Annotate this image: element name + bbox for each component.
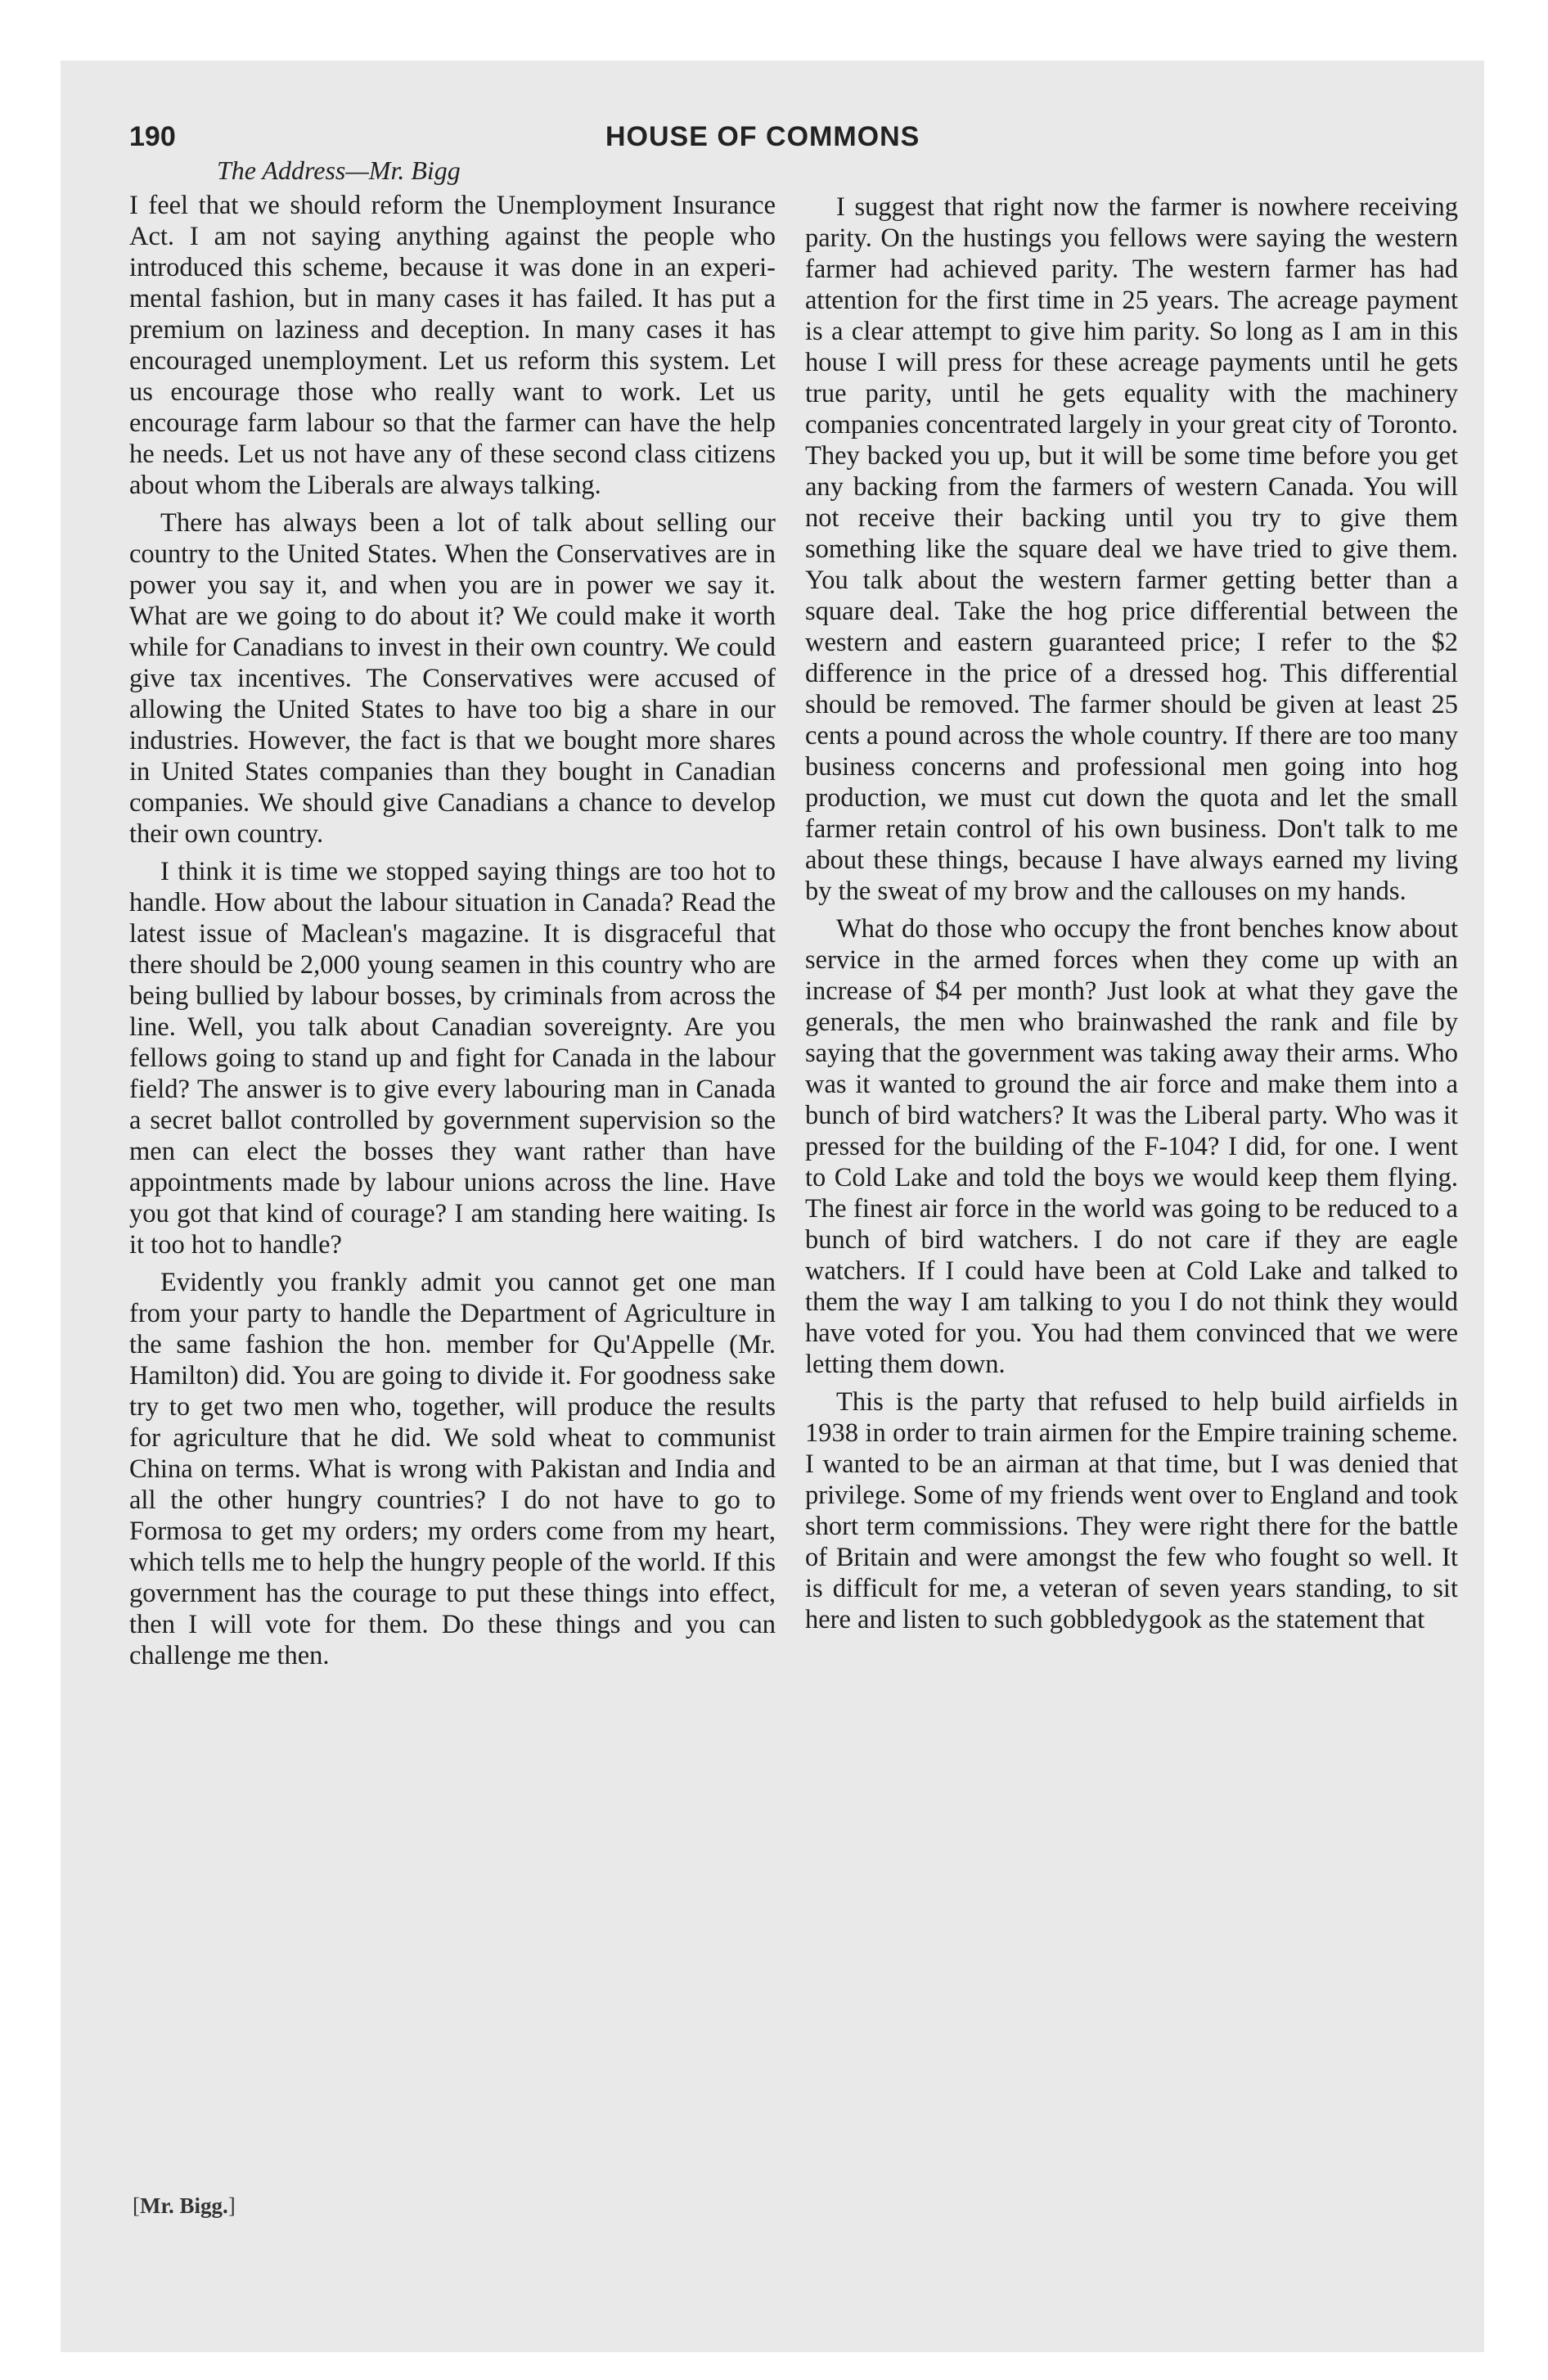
footer-close-bracket: ] xyxy=(227,2193,236,2218)
right-column xyxy=(805,192,1458,1642)
footer-speaker-name: Mr. Bigg. xyxy=(140,2193,228,2218)
paragraph: Evidently you frankly admit you cannot get one man from your party to handle the Department of Agriculture in the same fashion the hon. member for Qu'Appelle (Mr. Hamilton) did. You are going to divide it. For goodness sake try to get two men who, together, will produce the results for agriculture that he did. We sold wheat to communist China on terms. What is wrong with Pakistan and India and all the other hungry countries? I do not have to go to Formosa to get my orders; my orders come from my heart, which tells me to help the hungry people of the world. If this government has the courage to put these things into effect, then I will vote for them. Do these things and you can challenge me then. xyxy=(129,1268,776,1670)
paragraph: I feel that we should reform the Unemployment Insurance Act. I am not saying anything against the people who introduced this scheme, because it was done in an experimental fashion, but in many cases it has failed. It has put a premium on laziness and deception. In many cases it has encouraged unemployment. Let us reform this system. Let us encourage those who really want to work. Let us encourage farm labour so that the farmer can have the help he needs. Let us not have any of these second class citizens about whom the Liberals are always talking. xyxy=(129,191,776,500)
page-number: 190 xyxy=(129,121,176,152)
paragraph: I suggest that right now the farmer is nowhere receiving parity. On the hustings you fellows were saying the western farmer had achieved parity. The western farmer has had attention for the first time in 25 years. The acreage payment is a clear attempt to give him parity. So long as I am in this house I will press for these acreage payments until he gets true parity, until he gets equality with the machinery companies concentrated largely in your great city of Toronto. They backed you up, but it will be some time before you get any backing from the farmers of western Canada. You will not receive their backing until you try to give them something like the square deal we have tried to give them. You talk about the western farmer getting better than a square deal. Take the hog price differential between the western and eastern guaranteed price; I refer to the $2 difference in the price of a dressed hog. This differential should be removed. The farmer should be given at least 25 cents a pound across the whole country. If there are too many business concerns and professional men going into hog production, we must cut down the quota and let the small farmer retain control of his own business. Don't talk to me about these things, because I have always earned my living by the sweat of my brow and the callouses on my hands. xyxy=(805,192,1458,906)
paragraph: What do those who occupy the front benches know about service in the armed forces when they come up with an increase of $4 per month? Just look at what they gave the generals, the men who brainwashed the rank and file by saying that the government was taking away their arms. Who was it wanted to ground the air force and make them into a bunch of bird watchers? It was the Liberal party. Who was it pressed for the building of the F-104? I did, for one. I went to Cold Lake and told the boys we would keep them flying. The finest air force in the world was going to be reduced to a bunch of bird watchers. I do not care if they are eagle watchers. If I could have been at Cold Lake and talked to them the way I am talking to you I do not think they would have voted for you. You had them convinced that we were letting them down. xyxy=(805,914,1458,1379)
running-head: HOUSE OF COMMONS xyxy=(605,121,920,152)
paragraph: I think it is time we stopped saying things are too hot to handle. How about the labour situation in Canada? Read the latest issue of Maclean's magazine. It is disgraceful that there should be 2,000 young seamen in this country who are being bullied by labour bosses, by criminals from across the line. Well, you talk about Canadian sovereignty. Are you fellows going to stand up and fight for Canada in the labour field? The answer is to give every labouring man in Canada a secret ballot controlled by government supervision so the men can elect the bosses they want rather than have appointments made by labour unions across the line. Have you got that kind of courage? I am standing here waiting. Is it too hot to handle? xyxy=(129,857,776,1260)
section-heading: The Address—Mr. Bigg xyxy=(217,156,461,185)
footer-open-bracket: [ xyxy=(133,2193,140,2218)
paragraph: This is the party that refused to help build airfields in 1938 in order to train airmen for the Empire training scheme. I wanted to be an airman at that time, but I was denied that privilege. Some of my friends went over to England and took short term commissions. They were right there for the battle of Britain and were amongst the few who fought so well. It is difficult for me, a veteran of seven years standing, to sit here and listen to such gobbledygook as the statement that xyxy=(805,1387,1458,1634)
left-column xyxy=(129,190,776,1678)
footer-speaker-tag xyxy=(133,2193,236,2219)
paragraph: There has always been a lot of talk about selling our country to the United States. When the Conservatives are in power you say it, and when you are in power we say it. What are we going to do about it? We could make it worth while for Canadians to invest in their own country. We could give tax incentives. The Conservatives were accused of allowing the United States to have too big a share in our industries. However, the fact is that we bought more shares in United States companies than they bought in Canadian companies. We should give Canadians a chance to develop their own country. xyxy=(129,508,776,849)
